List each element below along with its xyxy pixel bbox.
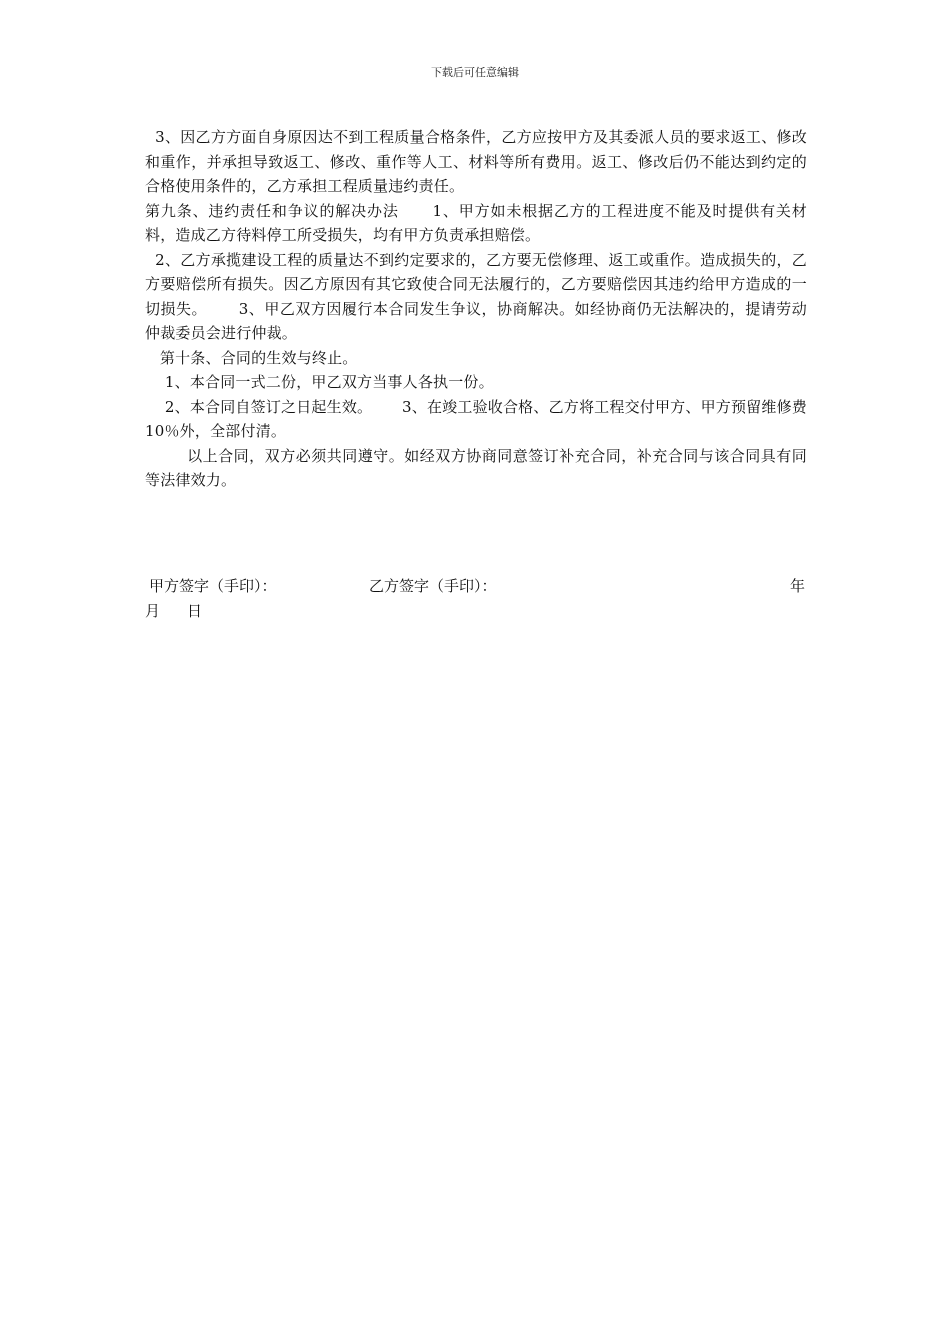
paragraph-closing: 以上合同，双方必须共同遵守。如经双方协商同意签订补充合同，补充合同与该合同具有同等法律效力。 xyxy=(145,446,807,489)
date-month-label: 月 xyxy=(145,601,161,620)
page-header xyxy=(0,66,950,80)
paragraph-clause-10-2-3: 2、本合同自签订之日起生效。 3、在竣工验收合格、乙方将工程交付甲方、甲方预留维修费10％外，全部付清。 xyxy=(145,397,807,440)
date-day-label: 日 xyxy=(187,601,203,620)
paragraph-clause-10-1: 1、本合同一式二份，甲乙双方当事人各执一份。 xyxy=(145,373,494,391)
paragraph-clause-9-2-3: 2、乙方承揽建设工程的质量达不到约定要求的，乙方要无偿修理、返工或重作。造成损失的，乙方要赔偿所有损失。因乙方原因有其它致使合同无法履行的，乙方要赔偿因其违约给甲方造成的一切损失。 3、甲乙双方因履行本合同发生争议，协商解决。如经协商仍无法解决的，提请劳动仲裁委员会进行仲裁。 xyxy=(145,250,808,342)
signature-block xyxy=(145,574,807,623)
contract-body xyxy=(145,125,807,493)
party-b-signature-label: 乙方签字（手印）： xyxy=(369,577,497,595)
party-a-signature-label: 甲方签字（手印）： xyxy=(149,577,277,595)
paragraph-clause-8-3: 3、因乙方方面自身原因达不到工程质量合格条件，乙方应按甲方及其委派人员的要求返工、修改和重作，并承担导致返工、修改、重作等人工、材料等所有费用。返工、修改后仍不能达到约定的合格使用条件的，乙方承担工程质量违约责任。 xyxy=(145,128,808,195)
date-year-label: 年 xyxy=(789,577,805,595)
paragraph-clause-9-1: 第九条、违约责任和争议的解决办法 1、甲方如未根据乙方的工程进度不能及时提供有关材料，造成乙方待料停工所受损失，均有甲方负责承担赔偿。 xyxy=(145,201,807,244)
signature-row xyxy=(145,574,807,599)
paragraph-clause-10-title: 第十条、合同的生效与终止。 xyxy=(145,348,358,367)
header-note: 下载后可任意编辑 xyxy=(431,66,519,79)
date-row xyxy=(145,599,807,624)
